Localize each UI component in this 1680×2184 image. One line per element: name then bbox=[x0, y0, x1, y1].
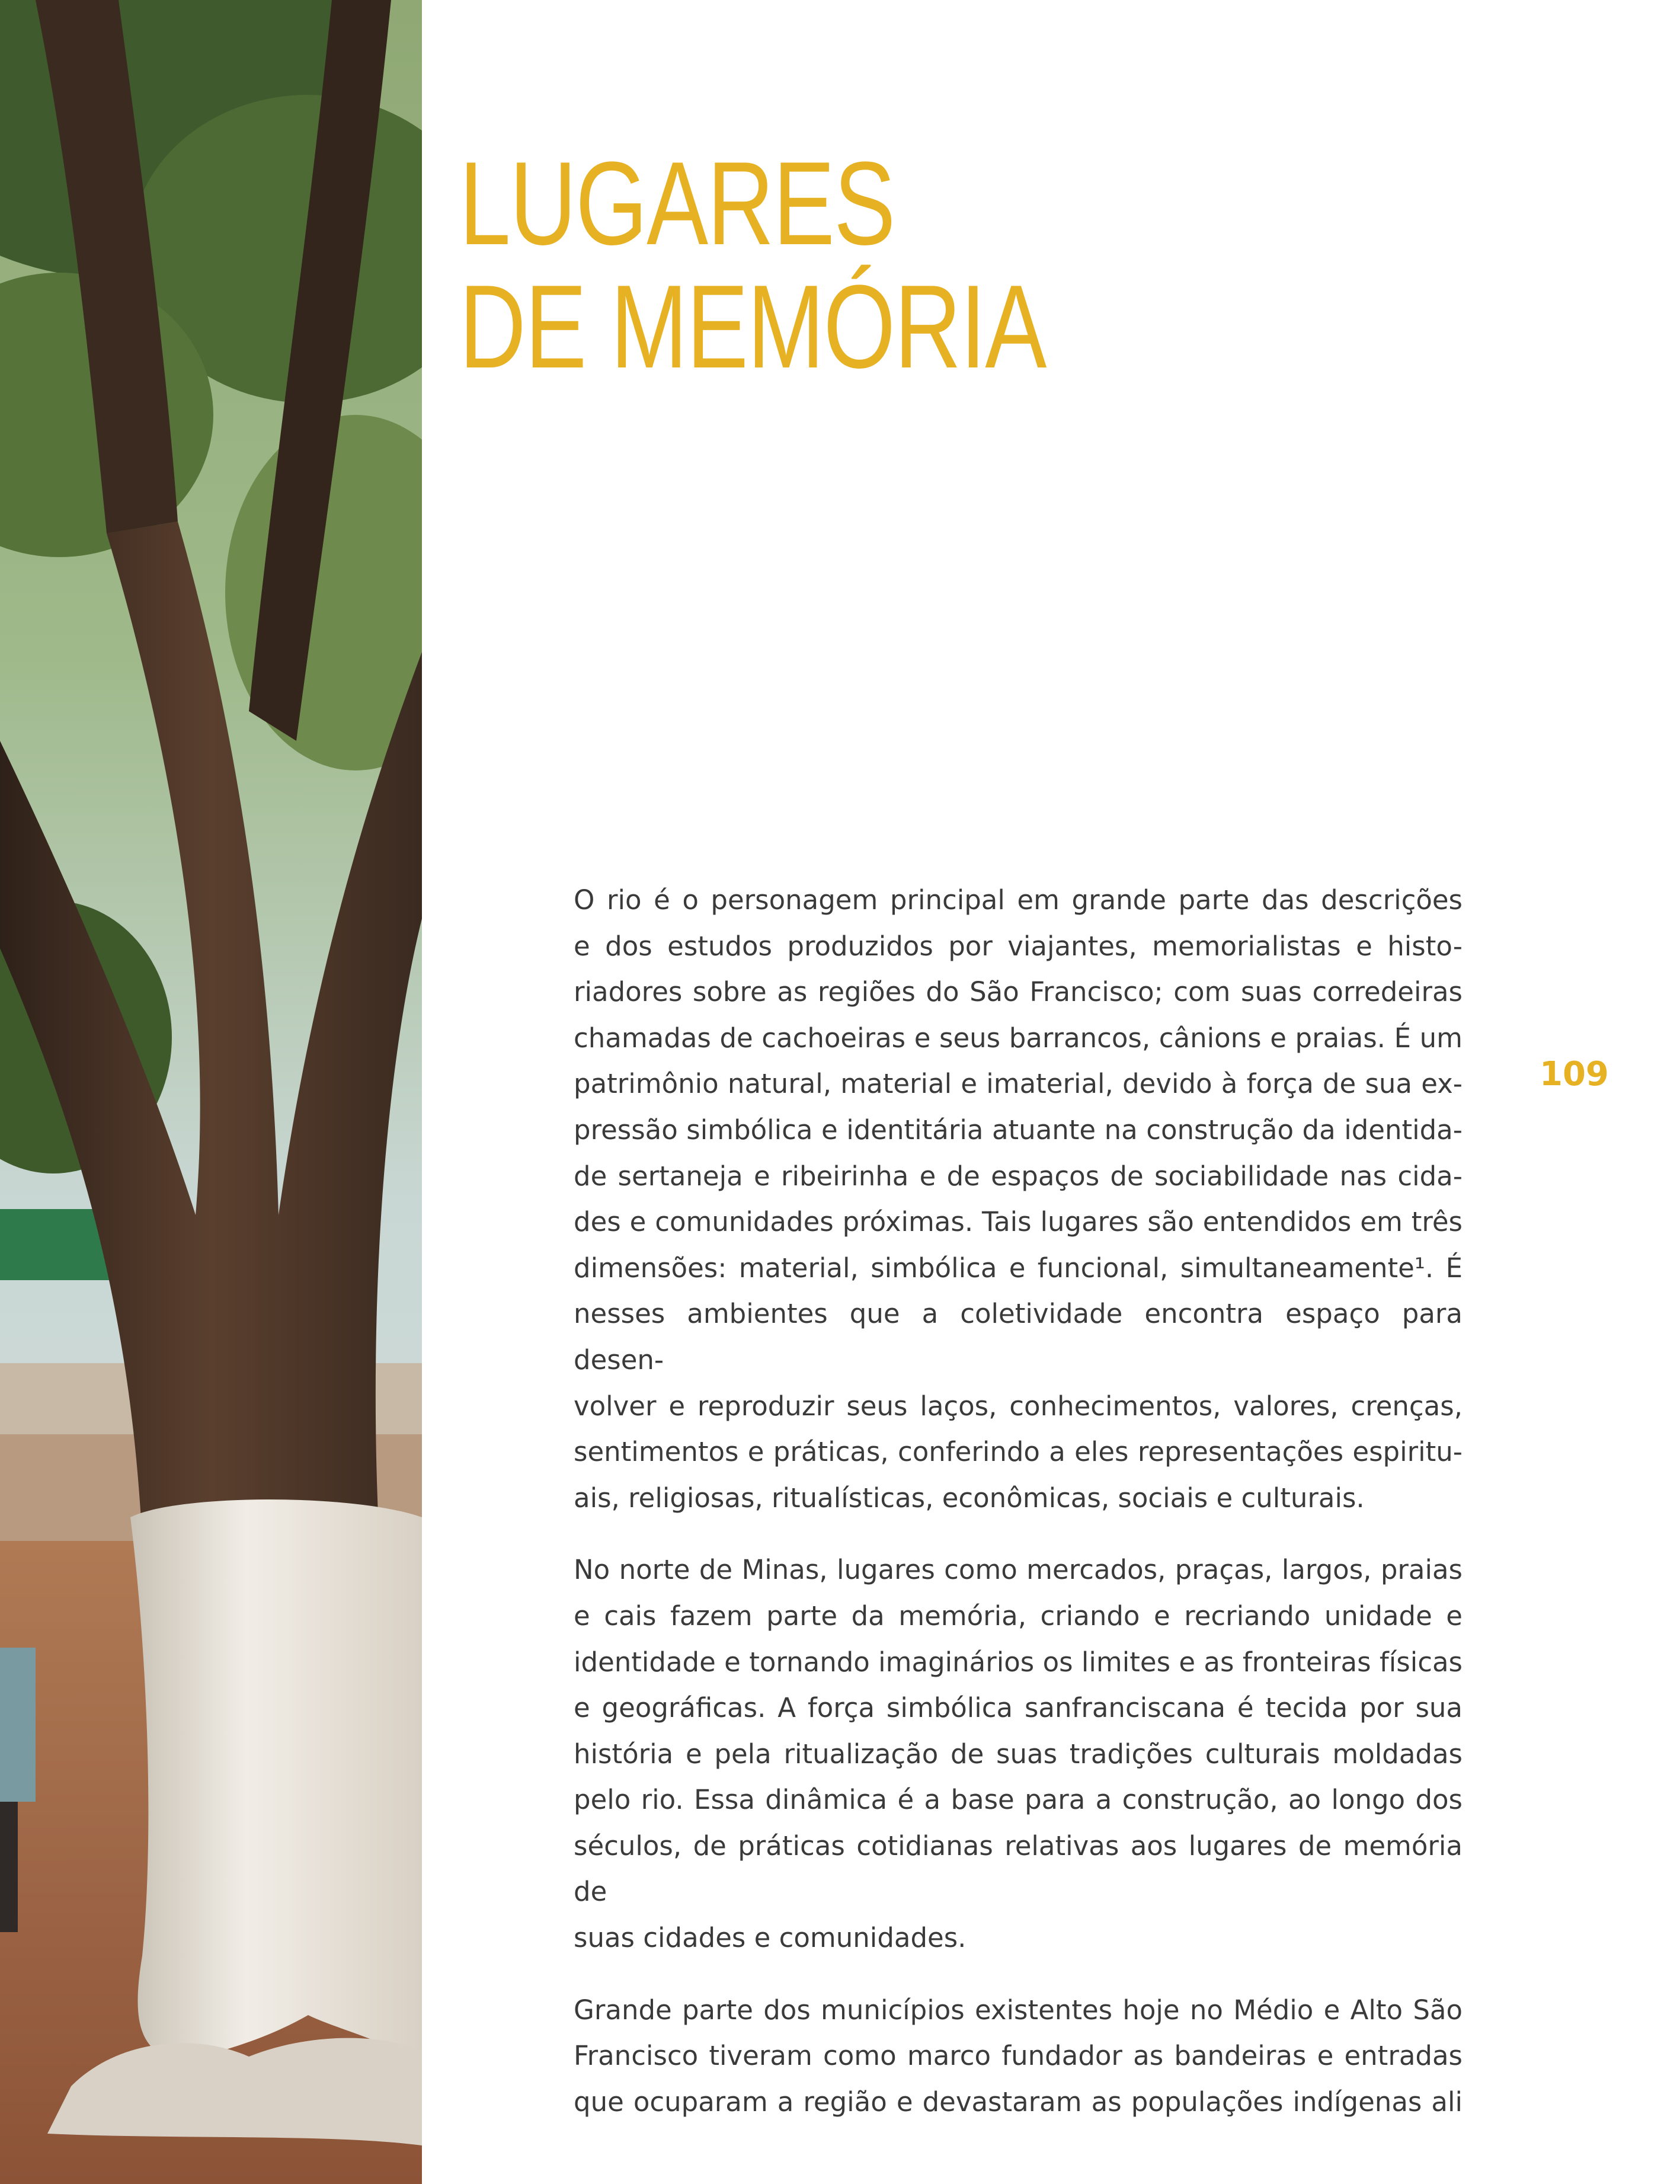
title-line-1: LUGARES bbox=[459, 138, 895, 270]
text-line: história e pela ritualização de suas tradições culturais moldadas bbox=[574, 1738, 1463, 1770]
text-line: de sertaneja e ribeirinha e de espaços de sociabilidade nas cida- bbox=[574, 1160, 1463, 1192]
text-line: Grande parte dos municípios existentes hoje no Médio e Alto São bbox=[574, 1994, 1463, 2026]
text-line: séculos, de práticas cotidianas relativas aos lugares de memória de bbox=[574, 1830, 1463, 1908]
text-line: que ocuparam a região e devastaram as populações indígenas ali bbox=[574, 2086, 1463, 2118]
text-line: suas cidades e comunidades. bbox=[574, 1922, 967, 1954]
body-text bbox=[574, 877, 1463, 2151]
text-line: des e comunidades próximas. Tais lugares são entendidos em três bbox=[574, 1206, 1463, 1238]
paragraph-2 bbox=[574, 1547, 1463, 1961]
text-line: pelo rio. Essa dinâmica é a base para a construção, ao longo dos bbox=[574, 1784, 1463, 1816]
title-line-2: DE MEMÓRIA bbox=[459, 261, 1046, 393]
text-line: chamadas de cachoeiras e seus barrancos, cânions e praias. É um bbox=[574, 1022, 1463, 1054]
text-line: e geográficas. A força simbólica sanfranciscana é tecida por sua bbox=[574, 1692, 1463, 1724]
paragraph-3 bbox=[574, 1987, 1463, 2125]
text-line: No norte de Minas, lugares como mercados, praças, largos, praias bbox=[574, 1554, 1463, 1586]
page-number: 109 bbox=[1540, 1055, 1609, 1093]
text-line: ais, religiosas, ritualísticas, econômicas, sociais e culturais. bbox=[574, 1482, 1365, 1514]
text-line: sentimentos e práticas, conferindo a eles representações espiritu- bbox=[574, 1436, 1463, 1468]
text-line: O rio é o personagem principal em grande parte das descrições bbox=[574, 884, 1463, 916]
text-line: Francisco tiveram como marco fundador as bandeiras e entradas bbox=[574, 2040, 1463, 2072]
text-line: e cais fazem parte da memória, criando e recriando unidade e bbox=[574, 1600, 1463, 1632]
paragraph-1 bbox=[574, 877, 1463, 1521]
page-title bbox=[459, 138, 1153, 393]
text-line: riadores sobre as regiões do São Francisco; com suas corredeiras bbox=[574, 976, 1463, 1008]
text-line: nesses ambientes que a coletividade encontra espaço para desen- bbox=[574, 1298, 1463, 1376]
text-line: identidade e tornando imaginários os limites e as fronteiras físicas bbox=[574, 1646, 1463, 1678]
tree-photo bbox=[0, 0, 422, 2184]
text-line: dimensões: material, simbólica e funcional, simultaneamente¹. É bbox=[574, 1252, 1463, 1284]
text-line: pressão simbólica e identitária atuante na construção da identida- bbox=[574, 1114, 1463, 1146]
text-line: volver e reproduzir seus laços, conhecimentos, valores, crenças, bbox=[574, 1390, 1463, 1422]
text-line: patrimônio natural, material e imaterial, devido à força de sua ex- bbox=[574, 1068, 1463, 1100]
text-line: e dos estudos produzidos por viajantes, memorialistas e histo- bbox=[574, 930, 1463, 962]
